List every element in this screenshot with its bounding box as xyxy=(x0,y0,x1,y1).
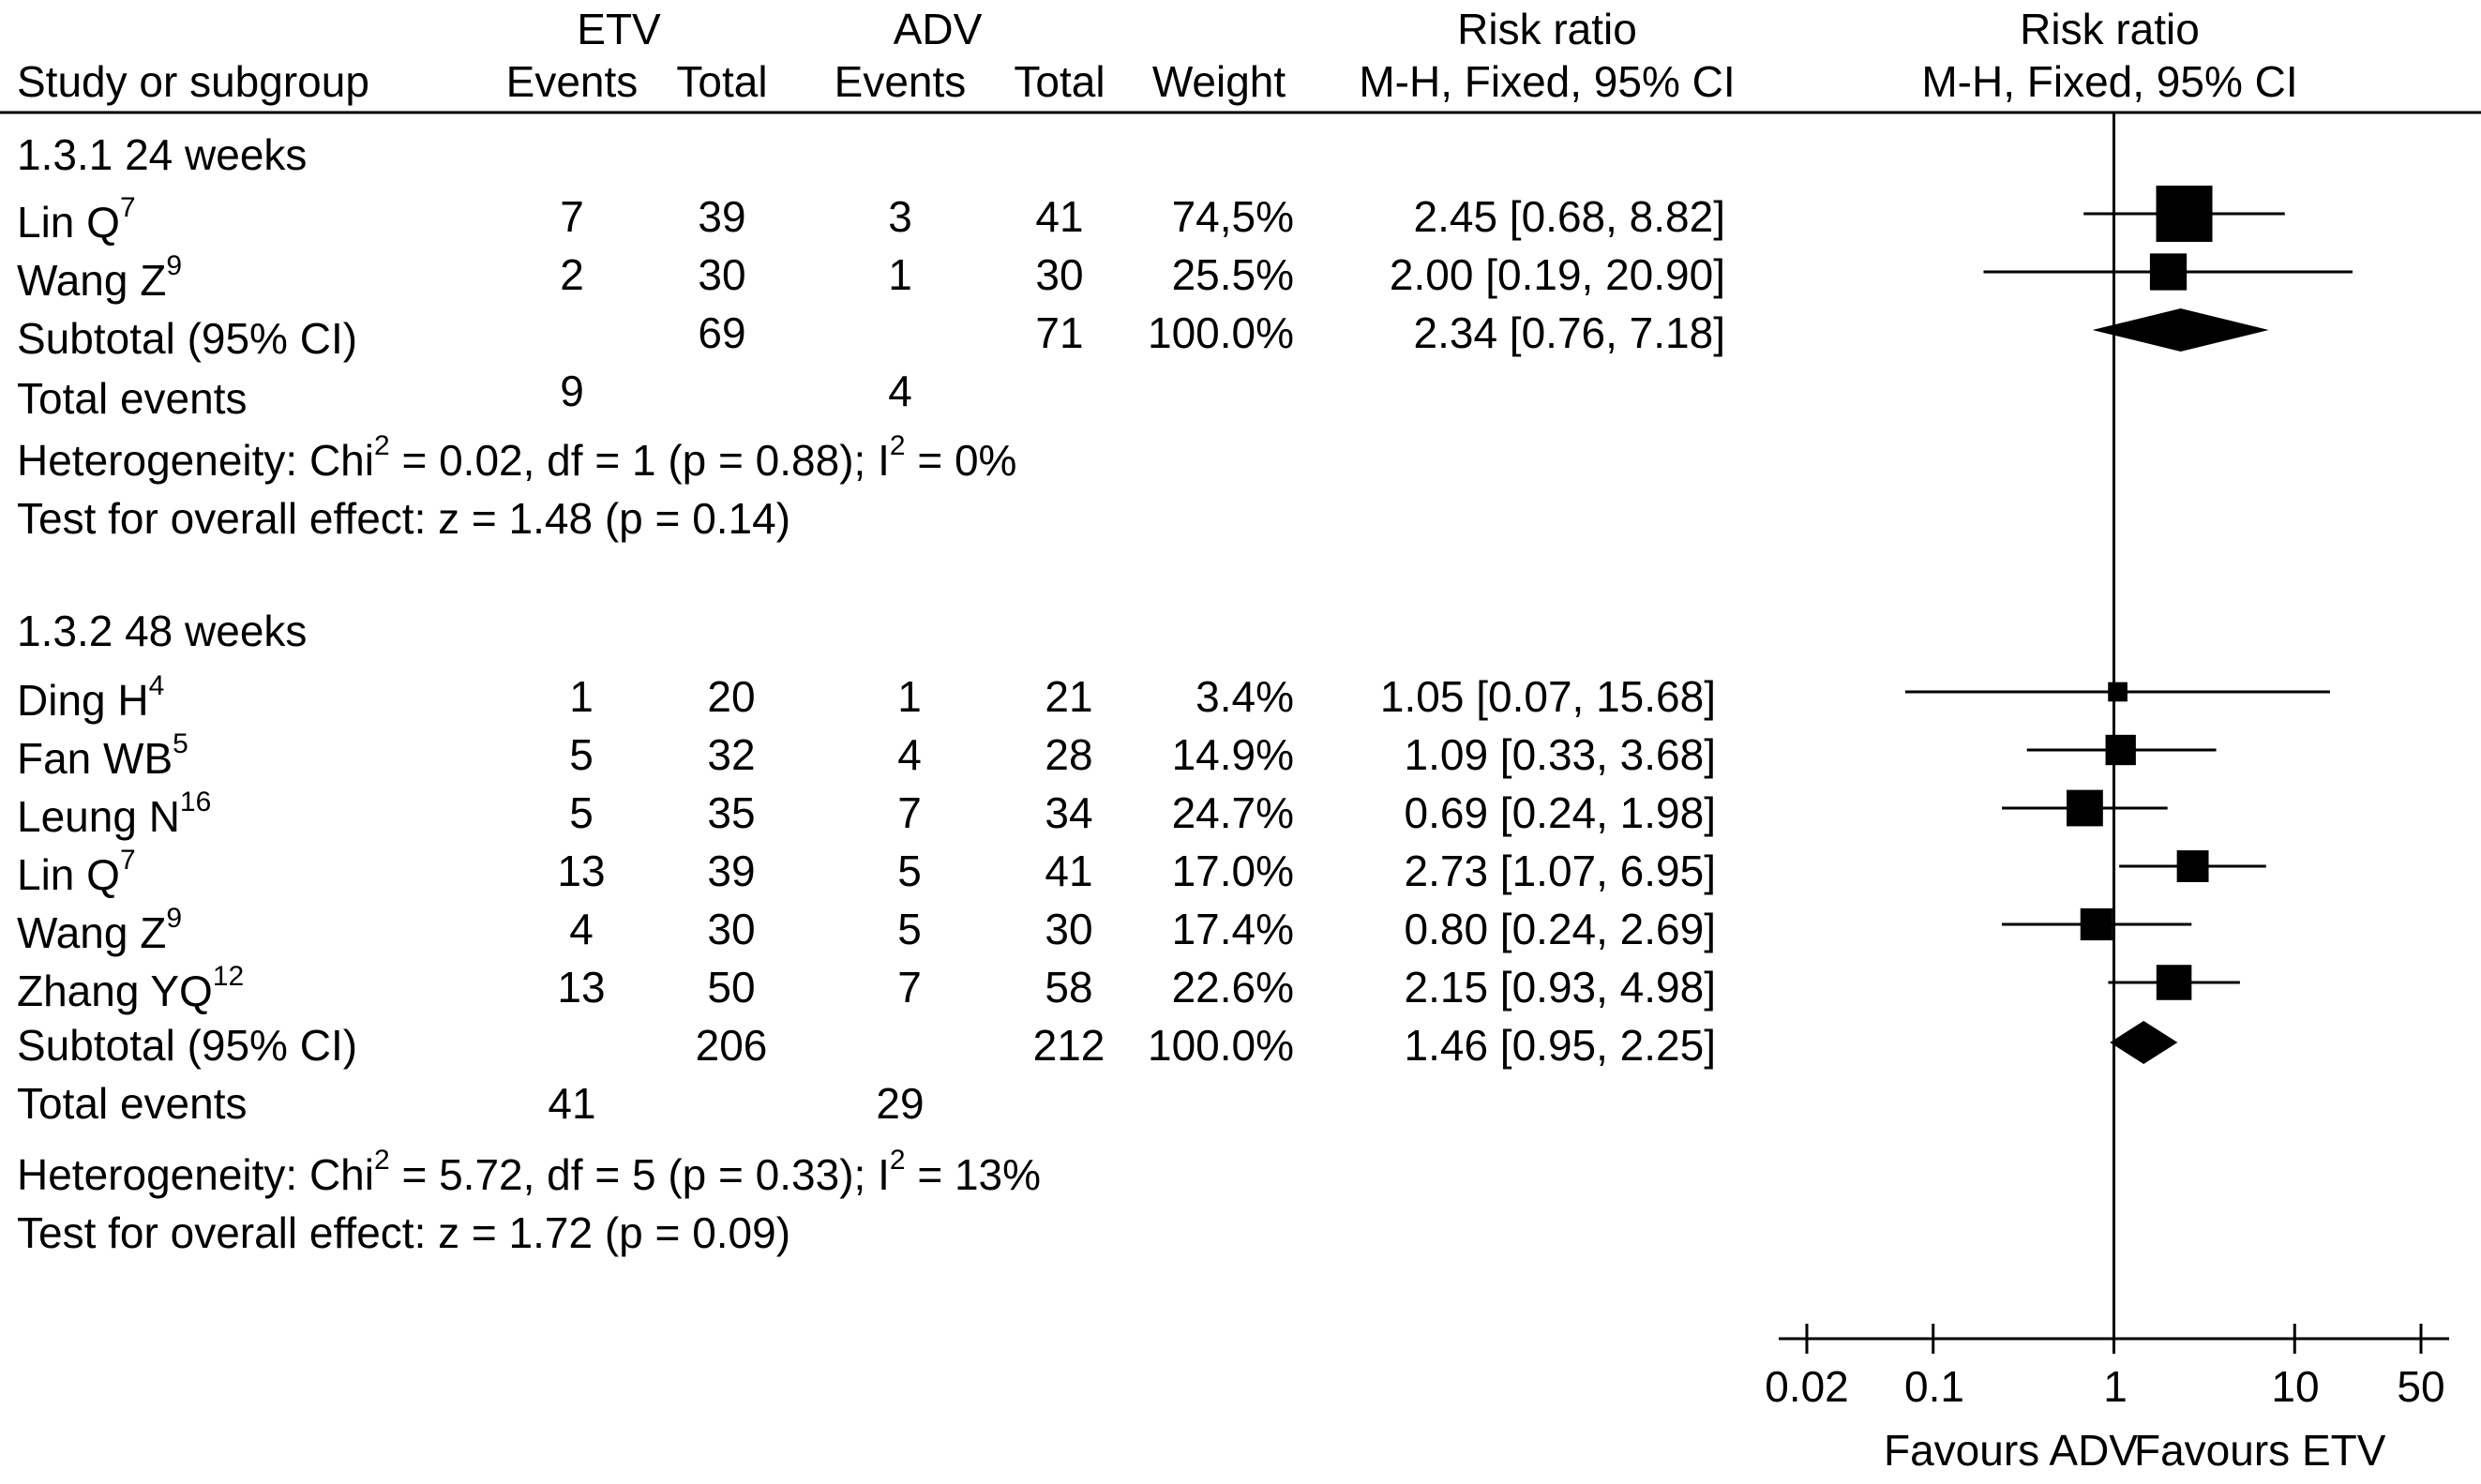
group1-events: 7 xyxy=(560,192,584,241)
x-tick-label: 10 xyxy=(2271,1362,2320,1411)
total-events-group1: 41 xyxy=(548,1079,596,1128)
favours-left-label: Favours ADV xyxy=(1884,1426,2138,1475)
subtotal-group2-total: 71 xyxy=(1035,308,1084,357)
subtotal-group2-total: 212 xyxy=(1032,1021,1105,1070)
group2-events: 5 xyxy=(897,847,922,895)
group2-events: 7 xyxy=(897,788,922,837)
group1-total: 39 xyxy=(698,192,746,241)
group1-events: 2 xyxy=(560,250,584,299)
study-weight: 17.0% xyxy=(1171,847,1294,895)
study-weight: 14.9% xyxy=(1171,730,1294,779)
rr-table-header-title: Risk ratio xyxy=(1457,5,1637,53)
study-square-marker xyxy=(2081,908,2113,940)
group2-total: 28 xyxy=(1045,730,1093,779)
group1-events: 4 xyxy=(569,905,594,953)
study-rr-ci: 0.80 [0.24, 2.69] xyxy=(1404,905,1716,953)
study-weight: 24.7% xyxy=(1171,788,1294,837)
weight-header: Weight xyxy=(1151,57,1286,106)
group1-events: 13 xyxy=(557,963,606,1012)
group2-total: 58 xyxy=(1045,963,1093,1012)
group2-total: 41 xyxy=(1045,847,1093,895)
study-rr-ci: 0.69 [0.24, 1.98] xyxy=(1404,788,1716,837)
study-square-marker xyxy=(2106,735,2136,765)
group2-total: 30 xyxy=(1035,250,1084,299)
group2-events: 7 xyxy=(897,963,922,1012)
group2-total: 34 xyxy=(1045,788,1093,837)
study-weight: 25.5% xyxy=(1171,250,1294,299)
study-square-marker xyxy=(2157,965,2192,1000)
group1-total: 30 xyxy=(698,250,746,299)
heterogeneity-text: Heterogeneity: Chi$^2$ = 0.02, df = 1 (p = 0.88); $I^2 = 0\%$ xyxy=(17,429,1017,485)
group1-events: 13 xyxy=(557,847,606,895)
study-name: Zhang YQ$^{12}$ xyxy=(17,960,245,1015)
subgroup-label: 1.3.2 48 weeks xyxy=(17,607,308,655)
subtotal-weight: 100.0% xyxy=(1147,1021,1294,1070)
study-rr-ci: 2.73 [1.07, 6.95] xyxy=(1404,847,1716,895)
group2-total: 41 xyxy=(1035,192,1084,241)
study-rr-ci: 2.15 [0.93, 4.98] xyxy=(1404,963,1716,1012)
total-events-label: Total events xyxy=(17,374,248,423)
group1-events: 5 xyxy=(569,730,594,779)
study-rr-ci: 2.45 [0.68, 8.82] xyxy=(1413,192,1725,241)
study-weight: 74,5% xyxy=(1171,192,1294,241)
study-name: Ding $H^4$ xyxy=(17,669,165,725)
overall-effect-text: Test for overall effect: z = 1.72 (p = 0.09) xyxy=(17,1208,791,1257)
study-name: Leung $N^{16}$ xyxy=(17,786,212,841)
overall-effect-text: Test for overall effect: z = 1.48 (p = 0.14) xyxy=(17,494,791,543)
group2-total-header: Total xyxy=(1014,57,1105,106)
total-events-group1: 9 xyxy=(560,367,584,415)
study-name: Lin $Q^7$ xyxy=(17,191,136,247)
group2-events: 1 xyxy=(888,250,912,299)
subtotal-diamond xyxy=(2110,1021,2177,1064)
group1-total: 32 xyxy=(707,730,756,779)
subtotal-weight: 100.0% xyxy=(1147,308,1294,357)
study-rr-ci: 1.05 [0.07, 15.68] xyxy=(1379,672,1716,721)
group1-events: 5 xyxy=(569,788,594,837)
group1-events-header: Events xyxy=(505,57,639,106)
group2-header: ADV xyxy=(893,5,983,53)
group1-total-header: Total xyxy=(676,57,768,106)
x-tick-label: 1 xyxy=(2103,1362,2128,1411)
group2-events: 1 xyxy=(897,672,922,721)
heterogeneity-text: Heterogeneity: Chi$^2$ = 5.72, df = 5 (p = 0.33); $I^2 = 13\%$ xyxy=(17,1144,1042,1199)
study-weight: 22.6% xyxy=(1171,963,1294,1012)
group2-events-header: Events xyxy=(834,57,967,106)
study-name: Lin $Q^7$ xyxy=(17,844,136,899)
x-tick-label: 50 xyxy=(2397,1362,2445,1411)
x-tick-label: 0.02 xyxy=(1765,1362,1849,1411)
rr-plot-header-title: Risk ratio xyxy=(2020,5,2200,53)
group1-total: 50 xyxy=(707,963,756,1012)
total-events-group2: 29 xyxy=(876,1079,925,1128)
subtotal-label: Subtotal (95% CI) xyxy=(17,1021,358,1070)
study-square-marker xyxy=(2177,850,2209,882)
subtotal-group1-total: 206 xyxy=(695,1021,768,1070)
total-events-group2: 4 xyxy=(888,367,912,415)
group2-total: 30 xyxy=(1045,905,1093,953)
total-events-label: Total events xyxy=(17,1079,248,1128)
study-square-marker xyxy=(2157,186,2213,242)
subtotal-rr-ci: 1.46 [0.95, 2.25] xyxy=(1404,1021,1716,1070)
group1-total: 35 xyxy=(707,788,756,837)
study-square-marker xyxy=(2108,682,2128,702)
study-rr-ci: 1.09 [0.33, 3.68] xyxy=(1404,730,1716,779)
rr-plot-header-method: M-H, Fixed, 95% CI xyxy=(1921,57,2298,106)
group2-events: 3 xyxy=(888,192,912,241)
group1-events: 1 xyxy=(569,672,594,721)
group1-header: ETV xyxy=(577,5,661,53)
study-square-marker xyxy=(2067,790,2103,827)
subtotal-diamond xyxy=(2093,308,2269,352)
x-tick-label: 0.1 xyxy=(1904,1362,1964,1411)
group1-total: 39 xyxy=(707,847,756,895)
study-name: Wang $Z^9$ xyxy=(17,249,183,305)
favours-right-label: Favours ETV xyxy=(2134,1426,2386,1475)
subtotal-rr-ci: 2.34 [0.76, 7.18] xyxy=(1413,308,1725,357)
group2-events: 4 xyxy=(897,730,922,779)
study-name: Fan $WB^5$ xyxy=(17,727,188,783)
study-name: Wang $Z^9$ xyxy=(17,902,183,957)
study-weight: 17.4% xyxy=(1171,905,1294,953)
study-square-marker xyxy=(2150,253,2187,290)
study-rr-ci: 2.00 [0.19, 20.90] xyxy=(1389,250,1725,299)
subtotal-label: Subtotal (95% CI) xyxy=(17,314,358,363)
study-weight: 3.4% xyxy=(1195,672,1294,721)
group2-events: 5 xyxy=(897,905,922,953)
subgroup-label: 1.3.1 24 weeks xyxy=(17,130,308,179)
subtotal-group1-total: 69 xyxy=(698,308,746,357)
group2-total: 21 xyxy=(1045,672,1093,721)
group1-total: 30 xyxy=(707,905,756,953)
rr-table-header-method: M-H, Fixed, 95% CI xyxy=(1359,57,1736,106)
study-column-header: Study or subgroup xyxy=(17,57,369,106)
group1-total: 20 xyxy=(707,672,756,721)
